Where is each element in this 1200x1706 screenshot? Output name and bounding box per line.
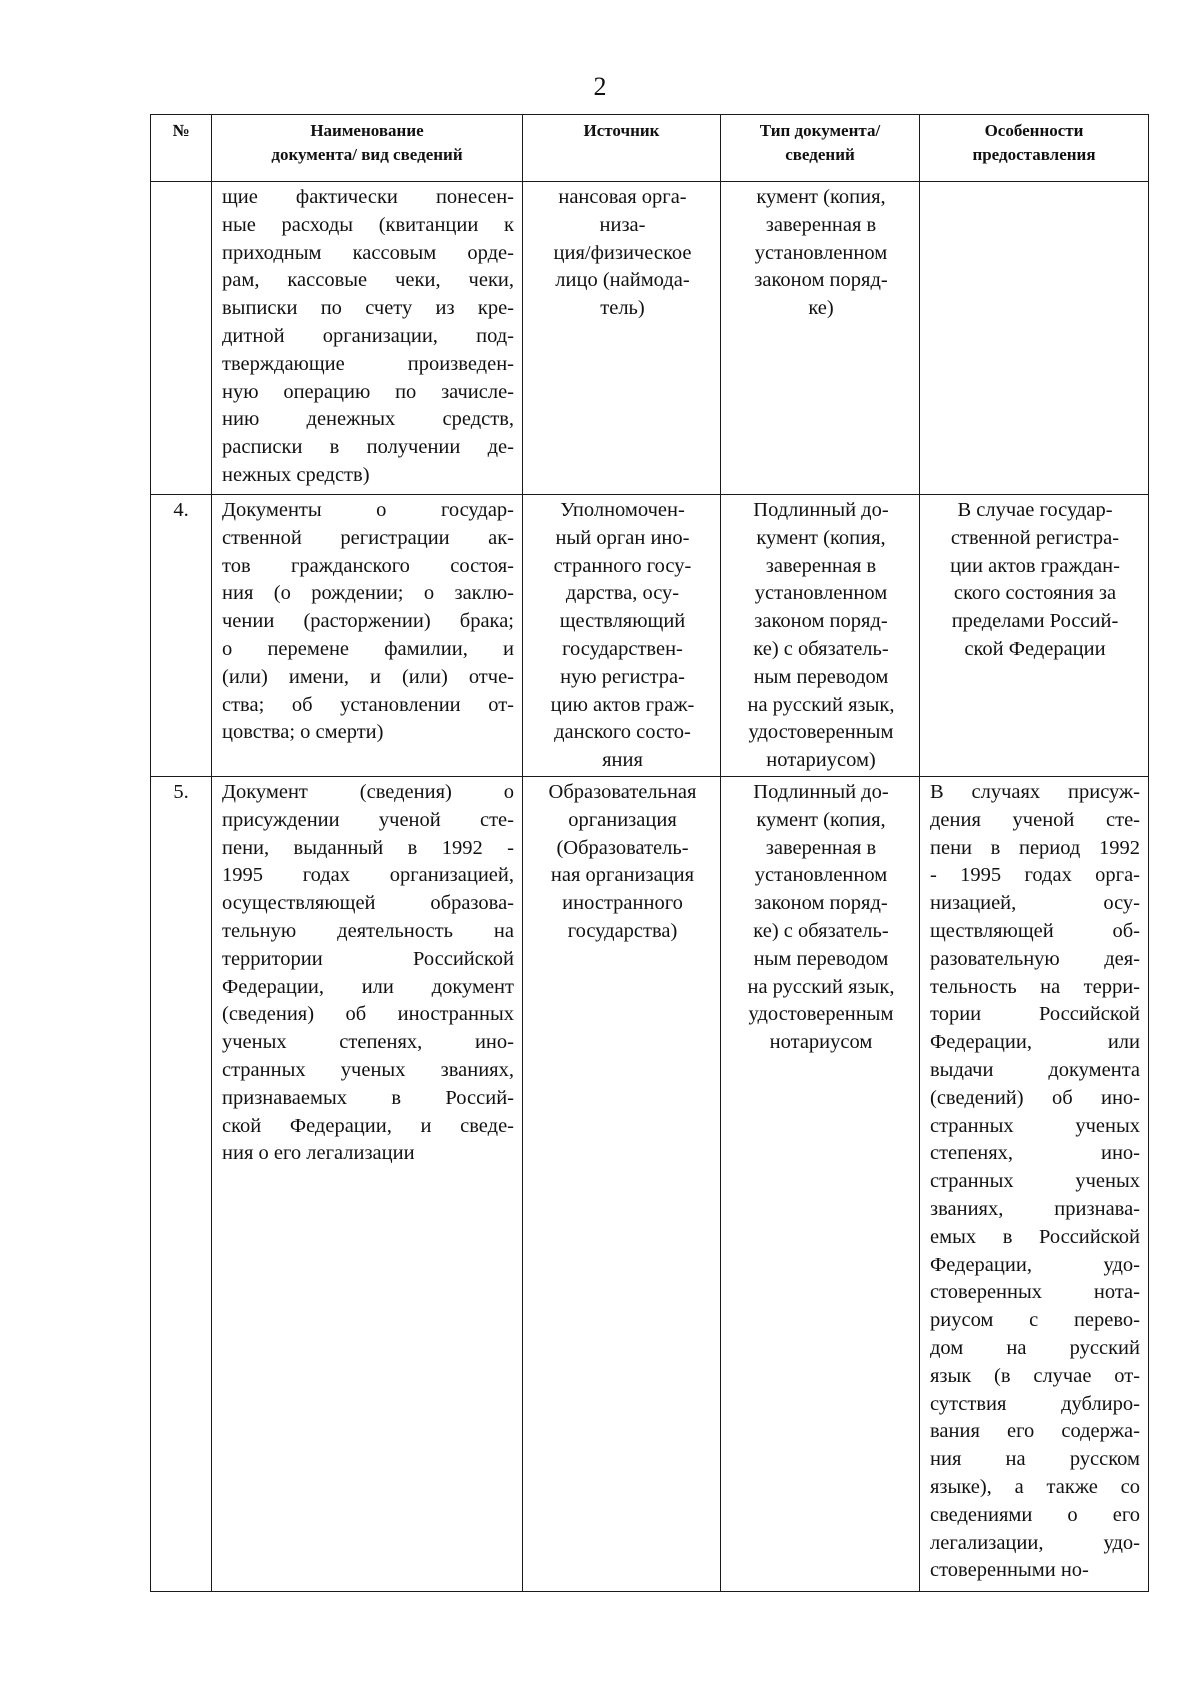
cell-text-line: риусом с перево- — [930, 1309, 1140, 1332]
cell-text-line: Подлинный до- — [753, 499, 889, 521]
cell-text-line: нотариусом) — [766, 749, 876, 772]
cell-text-line: язык (в случае от- — [930, 1364, 1140, 1387]
cell-text-line: тельность на терри- — [930, 975, 1140, 998]
cell-text-line: государства) — [567, 919, 678, 942]
cell-text-line: ке) с обязатель- — [753, 637, 889, 660]
cell-text-line: данского состо- — [554, 721, 691, 744]
cell-text-line: стоверенных нота- — [930, 1281, 1140, 1304]
cell-text-line: ученых степенях, ино- — [222, 1031, 514, 1054]
cell-text-line: Подлинный до- — [753, 781, 889, 803]
cell-text-line: заверенная в — [765, 554, 877, 577]
header-features — [920, 115, 1149, 182]
cell-text-line: законом поряд- — [754, 892, 888, 915]
cell-text-line: (Образователь- — [556, 836, 689, 859]
documents-table — [150, 114, 1149, 1592]
cell-text-line: осуществляющей образова- — [222, 892, 514, 915]
cell-text-line: (или) имени, и (или) отче- — [222, 665, 514, 688]
cell-text-line: Документ (сведения) о — [222, 781, 514, 803]
cell-text-line: Федерации, или документ — [222, 975, 514, 998]
table-row — [151, 777, 1149, 1592]
cell-text-line: Федерации, удо- — [930, 1253, 1140, 1276]
cell-text-line: тории Российской — [930, 1003, 1140, 1026]
header-document-name-line2: документа/ вид сведений — [271, 145, 463, 164]
cell-text-line: удостоверенным — [748, 721, 894, 744]
cell-text-line: (сведения) об иностранных — [222, 1003, 514, 1026]
cell-text-line: установленном — [754, 582, 888, 605]
cell-text-line: стоверенными но- — [930, 1559, 1089, 1582]
header-source-label: Источник — [583, 121, 660, 140]
cell-text-line: В случае государ- — [957, 499, 1113, 521]
cell-text-line: странных ученых званиях, — [222, 1058, 514, 1081]
cell-text-line: присуждении ученой сте- — [222, 808, 514, 831]
cell-text-line: ществляющей об- — [930, 919, 1140, 942]
cell-text-line: лицо (наймода- — [555, 269, 690, 292]
cell-text-line: тельную деятельность на — [222, 919, 514, 942]
cell-text-line: - 1995 годах орга- — [930, 864, 1140, 887]
cell-text-line: ственной регистра- — [950, 526, 1120, 549]
cell-text-line: В случаях присуж- — [930, 781, 1140, 803]
cell-text-line: тель) — [600, 297, 645, 320]
cell-text-line: организация — [568, 808, 677, 831]
cell-text-line: Уполномочен- — [560, 499, 685, 521]
cell-text-line: ции актов граждан- — [950, 554, 1120, 577]
cell-text-line: сведениями о его — [930, 1503, 1140, 1526]
cell-text-line: сутствия дублиро- — [930, 1392, 1140, 1415]
cell-text-line: ную операцию по зачисле- — [222, 380, 514, 403]
cell-text-line: дения ученой сте- — [930, 808, 1140, 831]
row-number — [151, 777, 212, 1592]
cell-text-line: странного госу- — [553, 554, 692, 577]
cell-text-line: нотариусом — [769, 1031, 873, 1054]
cell-text-line: тов гражданского состоя- — [222, 554, 514, 577]
cell-text-line: ской Федерации — [964, 637, 1106, 660]
cell-text-line: низа- — [599, 213, 646, 236]
cell-text-line: нансовая орга- — [558, 186, 687, 208]
cell-text-line: выдачи документа — [930, 1058, 1140, 1081]
cell-text-line: кумент (копия, — [756, 526, 886, 549]
cell-text-line: ществляющий — [559, 610, 686, 633]
cell-text-line: на русский язык, — [747, 693, 895, 716]
cell-text-line: пределами Россий- — [951, 610, 1119, 633]
cell-text-line: яния — [602, 749, 643, 772]
cell-text-line: заверенная в — [765, 213, 877, 236]
cell-text-line: ния (о рождении; о заклю- — [222, 582, 514, 605]
row-document-name — [212, 777, 523, 1592]
cell-text-line: нежных средств) — [222, 463, 370, 486]
cell-text-line: кумент (копия, — [756, 808, 886, 831]
cell-text-line: дарства, осу- — [565, 582, 680, 605]
header-document-name — [212, 115, 523, 182]
cell-text-line: законом поряд- — [754, 610, 888, 633]
cell-text-line: щие фактически понесен- — [222, 186, 514, 208]
cell-text-line: легализации, удо- — [930, 1531, 1140, 1554]
cell-text-line: законом поряд- — [754, 269, 888, 292]
cell-text-line: цовства; о смерти) — [222, 721, 384, 744]
page-number: 2 — [593, 72, 607, 101]
cell-text-line: ная организация — [550, 864, 695, 887]
cell-text-line: дом на русский — [930, 1336, 1140, 1359]
cell-text-line: ция/физическое — [553, 241, 692, 264]
cell-text-line: ным переводом — [753, 947, 889, 970]
cell-text-line: расписки в получении де- — [222, 436, 514, 459]
cell-text-line: кумент (копия, — [756, 186, 886, 208]
cell-text-line: приходным кассовым орде- — [222, 241, 514, 264]
cell-text-line: ственной регистрации ак- — [222, 526, 514, 549]
cell-text-line: ным переводом — [753, 665, 889, 688]
row-document-type — [721, 777, 920, 1592]
cell-text-line: ную регистра- — [560, 665, 685, 688]
row-source — [523, 182, 721, 495]
cell-text-line: Документы о государ- — [222, 499, 514, 521]
cell-text-line: вания его содержа- — [930, 1420, 1140, 1443]
row-document-type — [721, 495, 920, 777]
header-number-label: № — [172, 121, 190, 140]
cell-text-line: (сведений) об ино- — [930, 1086, 1140, 1109]
cell-text-line: государствен- — [562, 637, 683, 660]
header-document-name-line1: Наименование — [310, 121, 424, 140]
cell-text-line: выписки по счету из кре- — [222, 297, 514, 320]
row-source — [523, 495, 721, 777]
cell-text-line: на русский язык, — [747, 975, 895, 998]
cell-text-line: пени, выданный в 1992 - — [222, 836, 514, 859]
header-features-line1: Особенности — [984, 121, 1084, 140]
cell-text-line: о перемене фамилии, и — [222, 637, 514, 660]
row-features — [920, 495, 1149, 777]
header-document-type-line2: сведений — [785, 145, 855, 164]
cell-text-line: ния о его легализации — [222, 1142, 415, 1165]
header-source — [523, 115, 721, 182]
table-row — [151, 495, 1149, 777]
cell-text-line: ный орган ино- — [555, 526, 690, 549]
cell-text-line: ке) — [808, 297, 834, 320]
row-source — [523, 777, 721, 1592]
table-header-row — [151, 115, 1149, 182]
cell-text-line: территории Российской — [222, 947, 514, 970]
cell-text-line: иностранного — [562, 892, 683, 915]
row-number — [151, 495, 212, 777]
cell-text-line: дитной организации, под- — [222, 324, 514, 347]
cell-text-line: Федерации, или — [930, 1031, 1140, 1054]
header-features-line2: предоставления — [972, 145, 1096, 164]
cell-text-line: цию актов граж- — [550, 693, 695, 716]
cell-text-line: признаваемых в Россий- — [222, 1086, 514, 1109]
cell-text-line: тверждающие произведен- — [222, 352, 514, 375]
table-row — [151, 182, 1149, 495]
row-document-name — [212, 495, 523, 777]
cell-text-line: ния на русском — [930, 1448, 1140, 1471]
cell-text-line: низацией, осу- — [930, 892, 1140, 915]
cell-text-line: установленном — [754, 864, 888, 887]
cell-text-line: 1995 годах организацией, — [222, 864, 514, 887]
row-features — [920, 777, 1149, 1592]
row-number — [151, 182, 212, 495]
row-number-label: 5. — [173, 781, 189, 803]
cell-text-line: Образовательная — [548, 781, 697, 803]
cell-text-line: ке) с обязатель- — [753, 919, 889, 942]
cell-text-line: установленном — [754, 241, 888, 264]
cell-text-line: ные расходы (квитанции к — [222, 213, 514, 236]
cell-text-line: емых в Российской — [930, 1225, 1140, 1248]
row-features — [920, 182, 1149, 495]
cell-text-line: нию денежных средств, — [222, 408, 514, 431]
header-document-type-line1: Тип документа/ — [759, 121, 881, 140]
cell-text-line: удостоверенным — [748, 1003, 894, 1026]
cell-text-line: чении (расторжении) брака; — [222, 610, 514, 633]
cell-text-line: степенях, ино- — [930, 1142, 1140, 1165]
cell-text-line: званиях, признава- — [930, 1197, 1140, 1220]
header-document-type — [721, 115, 920, 182]
cell-text-line: ства; об установлении от- — [222, 693, 514, 716]
cell-text-line: ской Федерации, и сведе- — [222, 1114, 514, 1137]
row-document-type — [721, 182, 920, 495]
cell-text-line: странных ученых — [930, 1170, 1140, 1193]
cell-text-line: языке), а также со — [930, 1475, 1140, 1498]
header-number — [151, 115, 212, 182]
cell-text-line: рам, кассовые чеки, чеки, — [222, 269, 514, 292]
cell-text-line: странных ученых — [930, 1114, 1140, 1137]
cell-text-line: заверенная в — [765, 836, 877, 859]
row-number-label: 4. — [173, 499, 189, 521]
cell-text-line: ского состояния за — [953, 582, 1117, 605]
row-document-name — [212, 182, 523, 495]
cell-text-line: разовательную дея- — [930, 947, 1140, 970]
cell-text-line: пени в период 1992 — [930, 836, 1140, 859]
